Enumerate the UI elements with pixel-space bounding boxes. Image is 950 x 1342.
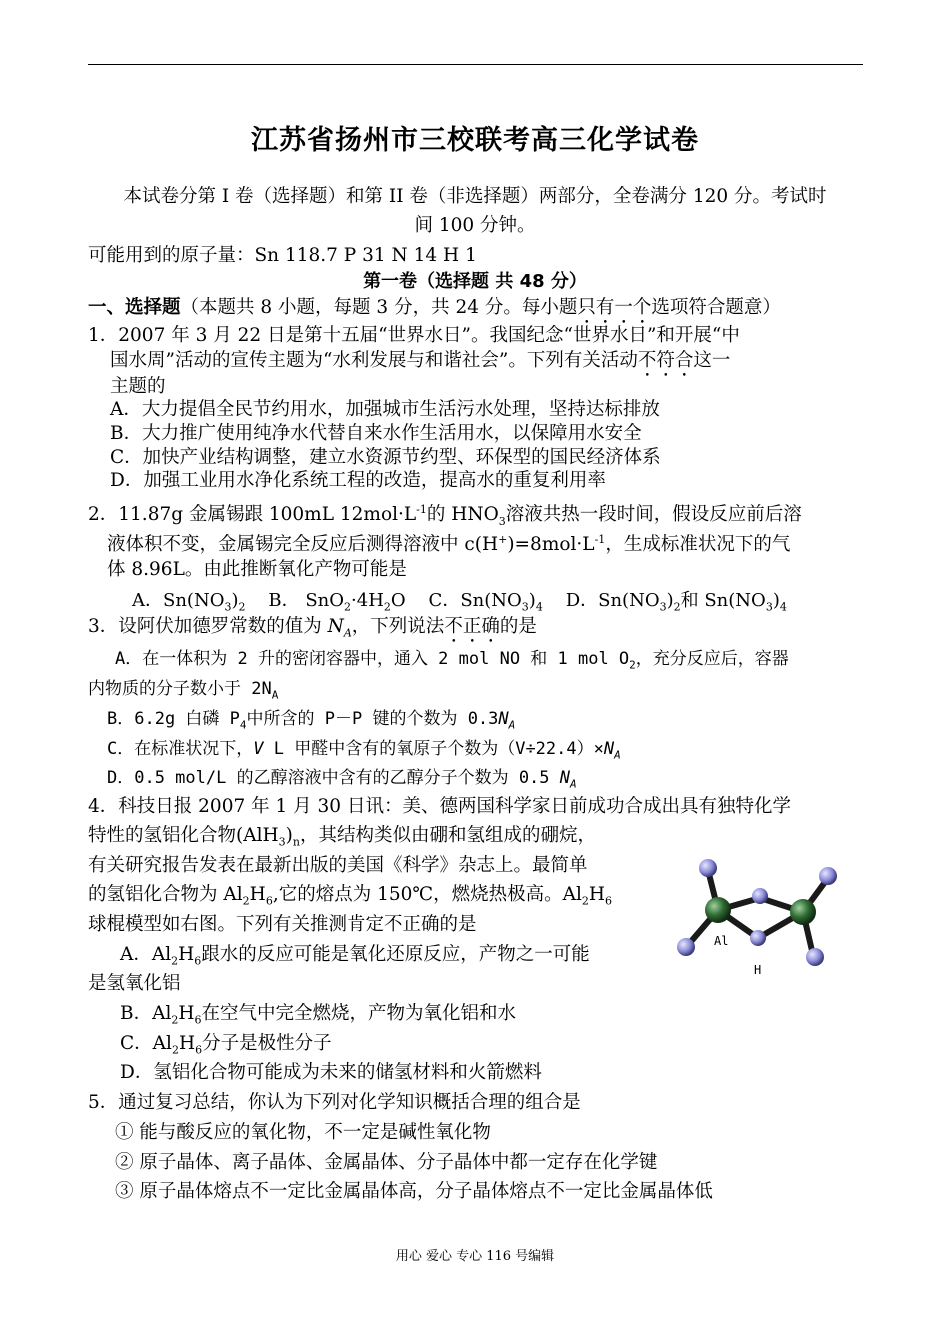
q1-stem-line-1: 1．2007 年 3 月 22 日是第十五届“世界水日”。我国纪念“世界水日”和开展“中 [88,325,740,346]
atomic-masses: 可能用到的原子量：Sn 118.7 P 31 N 14 H 1 [88,245,477,266]
q1-option-c: C．加快产业结构调整，建立水资源节约型、环保型的国民经济体系 [110,447,661,468]
q4-option-d: D．氢铝化合物可能成为未来的储氢材料和火箭燃料 [120,1062,542,1083]
label-al: Al [714,934,729,948]
q2-stem-line-1: 2．11.87g 金属锡跟 100mL $12mol\cdot L^{-1}$的 $HNO_3$溶液共热一段时间，假设反应前后溶 [88,503,802,528]
q1-option-b: B．大力推广使用纯净水代替自来水作生活用水，以保障用水安全 [110,423,642,444]
q4-option-a-line-1: A．$Al_2H_6$跟水的反应可能是氧化还原反应，产物之一可能 [120,944,590,968]
emphasis-not-conform: 不符合 [637,350,694,371]
q5-stem: 5．通过复习总结，你认为下列对化学知识概括合理的组合是 [88,1092,581,1113]
intro-line-2: 间 100 分钟。 [414,215,536,236]
q3-option-a-line-1: A．在一体积为 2 升的密闭容器中，通入 2 mol NO 和 1 mol $O_2$，充分反应后，容器 [115,649,789,672]
q4-option-b: B．$Al_2H_6$在空气中完全燃烧，产物为氧化铝和水 [120,1003,517,1027]
intro-line-1: 本试卷分第 I 卷（选择题）和第 II 卷（非选择题）两部分，全卷满分 120 分。考试时 [123,186,827,207]
q2-option-c: C．$Sn(NO_3)_4$ [428,590,543,614]
q5-item-1: ① 能与酸反应的氧化物，不一定是碱性氧化物 [115,1122,491,1143]
q4-stem-line-2: 特性的氢铝化合物$(AlH_3)_n$，其结构类似由硼和氢组成的硼烷， [88,825,596,849]
q3-stem: 3．设阿伏加德罗常数的值为 $N_A$，下列说法不正确的是 [88,616,537,640]
q1-stem-line-2: 国水周”活动的宣传主题为“水利发展与和谐社会”。下列有关活动不符合这一 [110,350,731,371]
q1-option-d: D．加强工业用水净化系统工程的改造，提高水的重复利用率 [110,470,606,491]
emphasis-only-one: 只有一个 [577,297,652,318]
q4-option-c: C．$Al_2H_6$分子是极性分子 [120,1033,332,1057]
q2-option-b: B． $SnO_2\cdot 4H_2O$ [268,590,406,614]
q5-item-2: ② 原子晶体、离子晶体、金属晶体、分子晶体中都一定存在化学键 [115,1152,658,1173]
q3-option-c: C．在标准状况下，V L 甲醛中含有的氧原子个数为$(V\div 22.4)\times N_A$ [107,739,621,762]
q2-stem-line-2: 液体积不变，金属锡完全反应后测得溶液中 $c(H^+)=8mol\cdot L^{-1}$，生成标准状况下的气 [107,533,791,556]
page-title: 江苏省扬州市三校联考高三化学试卷 [251,125,699,156]
al2h6-ball-stick-model [668,850,858,985]
q5-item-3: ③ 原子晶体熔点不一定比金属晶体高，分子晶体熔点不一定比金属晶体低 [115,1181,713,1202]
q2-option-d: D．$Sn(NO_3)_2$和 $Sn(NO_3)_4$ [565,590,787,614]
q3-option-d: D．0.5 mol/L 的乙醇溶液中含有的乙醇分子个数为 0.5 $N_A$ [107,768,577,791]
q4-stem-line-5: 球棍模型如右图。下列有关推测肯定不正确的是 [88,914,477,935]
q4-stem-line-3: 有关研究报告发表在最新出版的美国《科学》杂志上。最简单 [88,855,588,876]
part1-header: 第一卷（选择题 共 48 分） [363,271,587,292]
q1-option-a: A．大力提倡全民节约用水，加强城市生活污水处理，坚持达标排放 [110,399,660,420]
header-rule [88,64,863,65]
page-footer: 用心 爱心 专心 116 号编辑 [395,1249,555,1264]
section1-rule: 一、选择题（本题共 8 小题，每题 3 分，共 24 分。每小题只有一个选项符合题意） [88,297,781,318]
label-h: H [754,963,762,977]
q2-stem-line-3: 体 8.96L。由此推断氧化产物可能是 [107,559,407,580]
q1-stem-line-3: 主题的 [110,376,166,397]
q2-option-a: A．$Sn(NO_3)_2$ [132,590,246,614]
q3-option-a-line-2: 内物质的分子数小于 $2N_A$ [88,679,279,702]
q3-option-b: B．6.2g 白磷 $P_4$中所含的 P－P 键的个数为 $0.3N_A$ [107,709,516,732]
q4-stem-line-1: 4．科技日报 2007 年 1 月 30 日讯：美、德两国科学家日前成功合成出具有独特化学 [88,796,791,817]
q4-stem-line-4: 的氢铝化合物为 $Al_2H_6$,它的熔点为 150℃，燃烧热极高。$Al_2H_6$ [88,884,612,908]
q4-option-a-line-2: 是氢氧化铝 [88,973,181,994]
emphasis-incorrect: 不正确 [444,616,500,637]
section1-label: 一、选择题 [88,297,181,318]
